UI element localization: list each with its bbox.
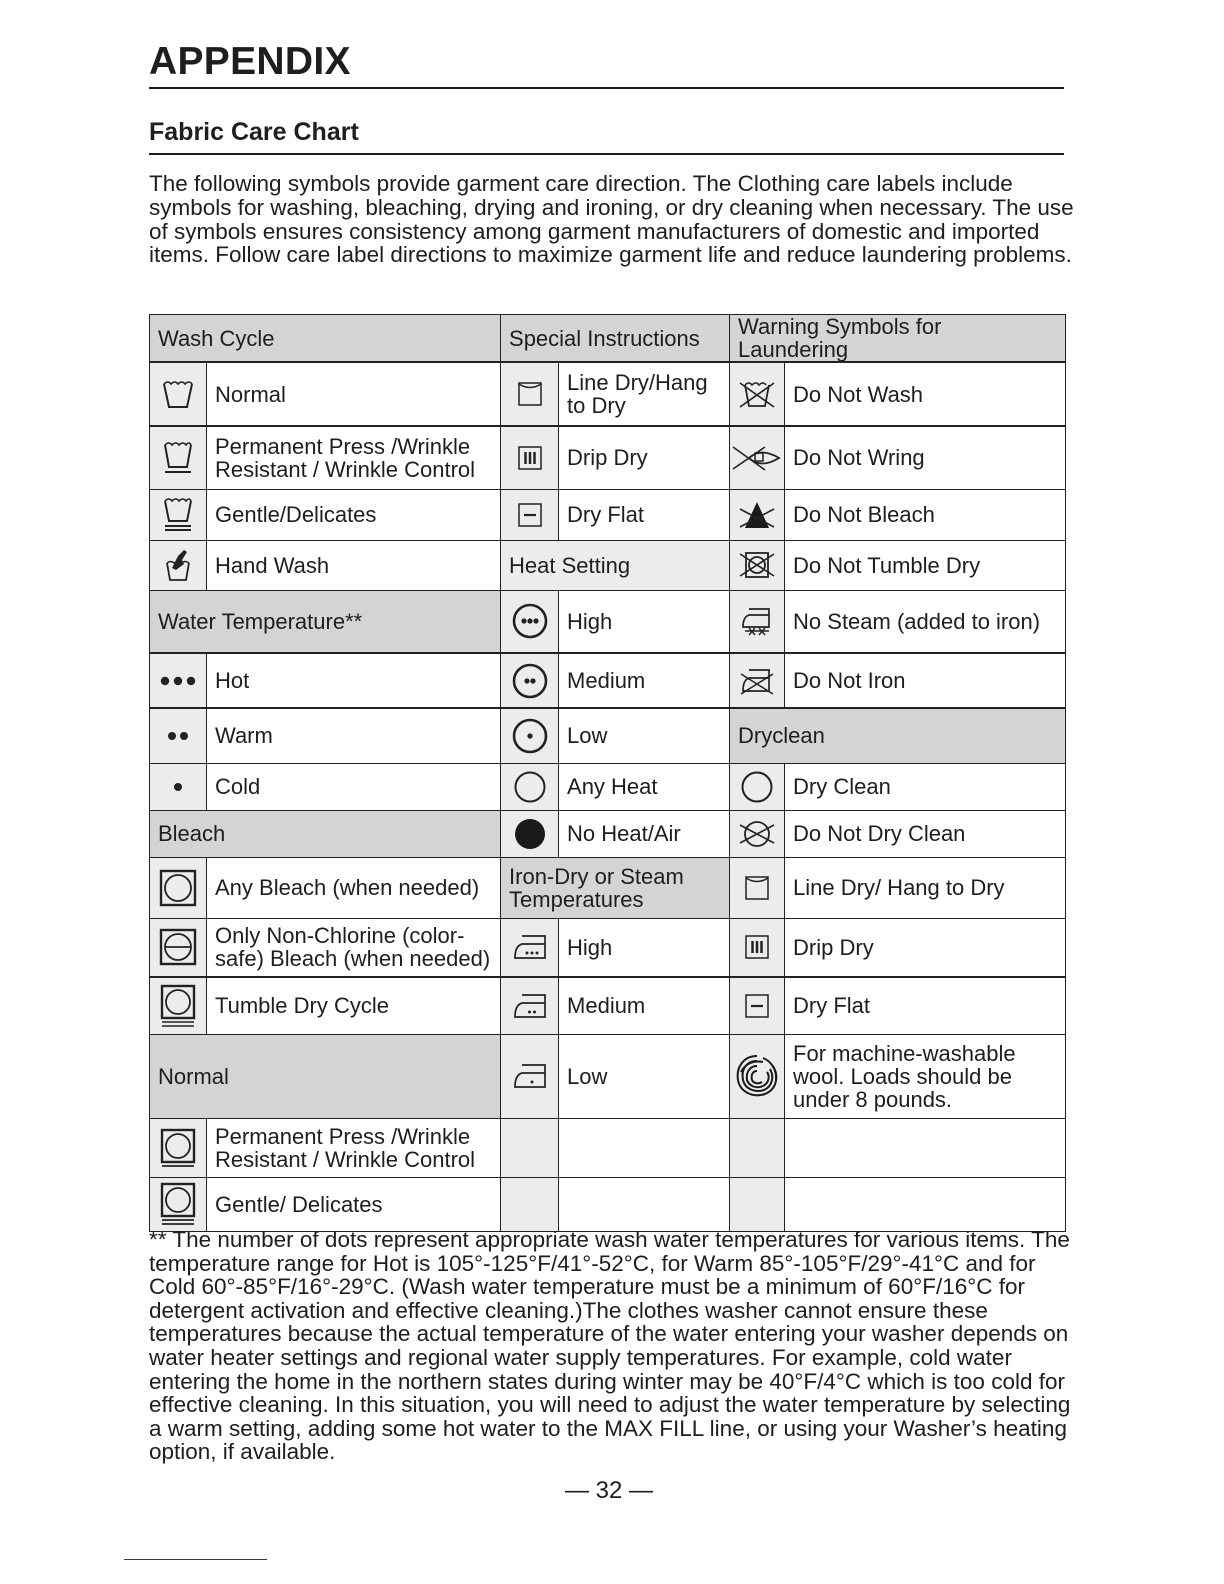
washtub-gentle-icon <box>150 489 207 540</box>
table-row <box>150 540 1066 590</box>
any-bleach-icon <box>150 857 207 918</box>
table-row <box>150 1118 1066 1177</box>
section-divider <box>149 153 1064 155</box>
iron-medium-icon <box>501 977 559 1034</box>
link-underline[interactable] <box>124 1559 267 1560</box>
water-temp-label: Cold <box>207 763 501 810</box>
iron-temp-label: High <box>559 918 730 977</box>
tumble-dry-label: Gentle/ Delicates <box>207 1177 501 1231</box>
line-dry-icon <box>730 857 785 918</box>
section-title: Fabric Care Chart <box>149 118 359 146</box>
dry-flat-icon <box>730 977 785 1034</box>
water-temp-label: Hot <box>207 653 501 708</box>
tumble-dry-label: Permanent Press /Wrinkle Resistant / Wrinkle Control <box>207 1118 501 1177</box>
empty-cell <box>559 1118 730 1177</box>
table-row <box>150 708 1066 763</box>
dryer-any-heat-icon <box>501 763 559 810</box>
wool-icon <box>730 1034 785 1118</box>
intro-paragraph: The following symbols provide garment care direction. The Clothing care labels include symbols for washing, bleaching, drying and ironing, or dry cleaning when necessary. The use of symbols ensures consistency among garment manufacturers of domestic and imported items. Follow care label directions to maximize garment life and reduce laundering problems. <box>149 171 1074 268</box>
empty-cell <box>730 1177 785 1231</box>
heat-setting-label: Low <box>559 708 730 763</box>
table-row <box>150 977 1066 1034</box>
header-warning-symbols: Warning Symbols for Laundering <box>730 315 1066 363</box>
warning-label: Do Not Wring <box>785 426 1066 489</box>
do-not-wring-icon <box>730 426 785 489</box>
do-not-tumble-dry-icon <box>730 540 785 590</box>
dryer-no-heat-icon <box>501 810 559 857</box>
warning-label: Do Not Bleach <box>785 489 1066 540</box>
dryclean-label: Dry Clean <box>785 763 1066 810</box>
special-instruction-label: Dry Flat <box>559 489 730 540</box>
section-iron-temperatures: Iron-Dry or Steam Temperatures <box>501 857 730 918</box>
table-row <box>150 918 1066 977</box>
section-heat-setting: Heat Setting <box>501 540 730 590</box>
dryclean-label: Do Not Dry Clean <box>785 810 1066 857</box>
wash-cycle-label: Permanent Press /Wrinkle Resistant / Wrinkle Control <box>207 426 501 489</box>
table-row <box>150 763 1066 810</box>
tumble-dry-label: Tumble Dry Cycle <box>207 977 501 1034</box>
section-dryclean: Dryclean <box>730 708 1066 763</box>
footnote-paragraph: ** The number of dots represent appropriate wash water temperatures for various items. The temperature range for Hot is 105°-125°F/41°-52°C, for Warm 85°-105°F/29°-41°C and for Cold 60°-85°F/16°-29°C. (Wash water temperature must be a minimum of 60°F/16°C for detergent activation and effective cleaning.)The clothes washer cannot ensure these temperatures because the actual temperature of the water entering your washer depends on water heater settings and regional water supply temperatures. For example, cold water entering the home in the northern states during winter may be 40°F/4°C which is too cold for effective cleaning. In this situation, you will need to adjust the water temperature by selecting a warm setting, adding some hot water to the MAX FILL line, or using your Washer’s heating option, if available. <box>149 1227 1071 1465</box>
table-row <box>150 426 1066 489</box>
empty-cell <box>730 1118 785 1177</box>
wash-cycle-label: Hand Wash <box>207 540 501 590</box>
special-instruction-label: Line Dry/Hang to Dry <box>559 362 730 426</box>
empty-cell <box>785 1177 1066 1231</box>
tumble-dry-cycle-icon <box>150 977 207 1034</box>
drip-dry-icon <box>501 426 559 489</box>
table-row <box>150 590 1066 653</box>
table-row <box>150 489 1066 540</box>
do-not-wash-icon <box>730 362 785 426</box>
fabric-care-table <box>149 314 1066 1232</box>
water-temp-label: Warm <box>207 708 501 763</box>
dry-flat-icon <box>501 489 559 540</box>
dryer-low-heat-icon <box>501 708 559 763</box>
drip-dry-icon <box>730 918 785 977</box>
warning-label: Do Not Tumble Dry <box>785 540 1066 590</box>
washtub-permanent-press-icon <box>150 426 207 489</box>
heat-setting-label: High <box>559 590 730 653</box>
line-dry-icon <box>501 362 559 426</box>
section-bleach: Bleach <box>150 810 501 857</box>
heat-setting-label: Any Heat <box>559 763 730 810</box>
wash-cycle-label: Normal <box>207 362 501 426</box>
do-not-iron-icon <box>730 653 785 708</box>
wash-cycle-label: Gentle/Delicates <box>207 489 501 540</box>
warning-label: Do Not Wash <box>785 362 1066 426</box>
table-row <box>150 362 1066 426</box>
hand-wash-icon <box>150 540 207 590</box>
title-divider <box>149 87 1064 89</box>
empty-cell <box>501 1177 559 1231</box>
two-dots-icon <box>150 708 207 763</box>
wool-label: For machine-washable wool. Loads should be under 8 pounds. <box>785 1034 1066 1118</box>
table-row <box>150 1034 1066 1118</box>
table-row <box>150 857 1066 918</box>
dry-clean-icon <box>730 763 785 810</box>
header-special-instructions: Special Instructions <box>501 315 730 363</box>
three-dots-icon <box>150 653 207 708</box>
warning-label: Do Not Iron <box>785 653 1066 708</box>
iron-temp-label: Medium <box>559 977 730 1034</box>
dryer-medium-heat-icon <box>501 653 559 708</box>
dryer-high-heat-icon <box>501 590 559 653</box>
washtub-normal-icon <box>150 362 207 426</box>
table-row <box>150 653 1066 708</box>
page-number: — 32 — <box>564 1477 654 1504</box>
one-dot-icon <box>150 763 207 810</box>
bleach-label: Any Bleach (when needed) <box>207 857 501 918</box>
do-not-dry-clean-icon <box>730 810 785 857</box>
heat-setting-label: Medium <box>559 653 730 708</box>
table-row <box>150 1177 1066 1231</box>
tumble-dry-gentle-icon <box>150 1177 207 1231</box>
section-water-temperature: Water Temperature** <box>150 590 501 653</box>
special-instruction-label: Drip Dry <box>559 426 730 489</box>
iron-temp-label: Low <box>559 1034 730 1118</box>
bleach-label: Only Non-Chlorine (color-safe) Bleach (when needed) <box>207 918 501 977</box>
empty-cell <box>785 1118 1066 1177</box>
page-title: APPENDIX <box>149 40 351 83</box>
tumble-dry-permanent-press-icon <box>150 1118 207 1177</box>
empty-cell <box>559 1177 730 1231</box>
warning-label: No Steam (added to iron) <box>785 590 1066 653</box>
heat-setting-label: No Heat/Air <box>559 810 730 857</box>
table-row <box>150 810 1066 857</box>
no-steam-icon <box>730 590 785 653</box>
do-not-bleach-icon <box>730 489 785 540</box>
non-chlorine-bleach-icon <box>150 918 207 977</box>
dryclean-label: Line Dry/ Hang to Dry <box>785 857 1066 918</box>
empty-cell <box>501 1118 559 1177</box>
header-wash-cycle: Wash Cycle <box>150 315 501 363</box>
iron-high-icon <box>501 918 559 977</box>
dryclean-label: Drip Dry <box>785 918 1066 977</box>
section-normal: Normal <box>150 1034 501 1118</box>
iron-low-icon <box>501 1034 559 1118</box>
dryclean-label: Dry Flat <box>785 977 1066 1034</box>
